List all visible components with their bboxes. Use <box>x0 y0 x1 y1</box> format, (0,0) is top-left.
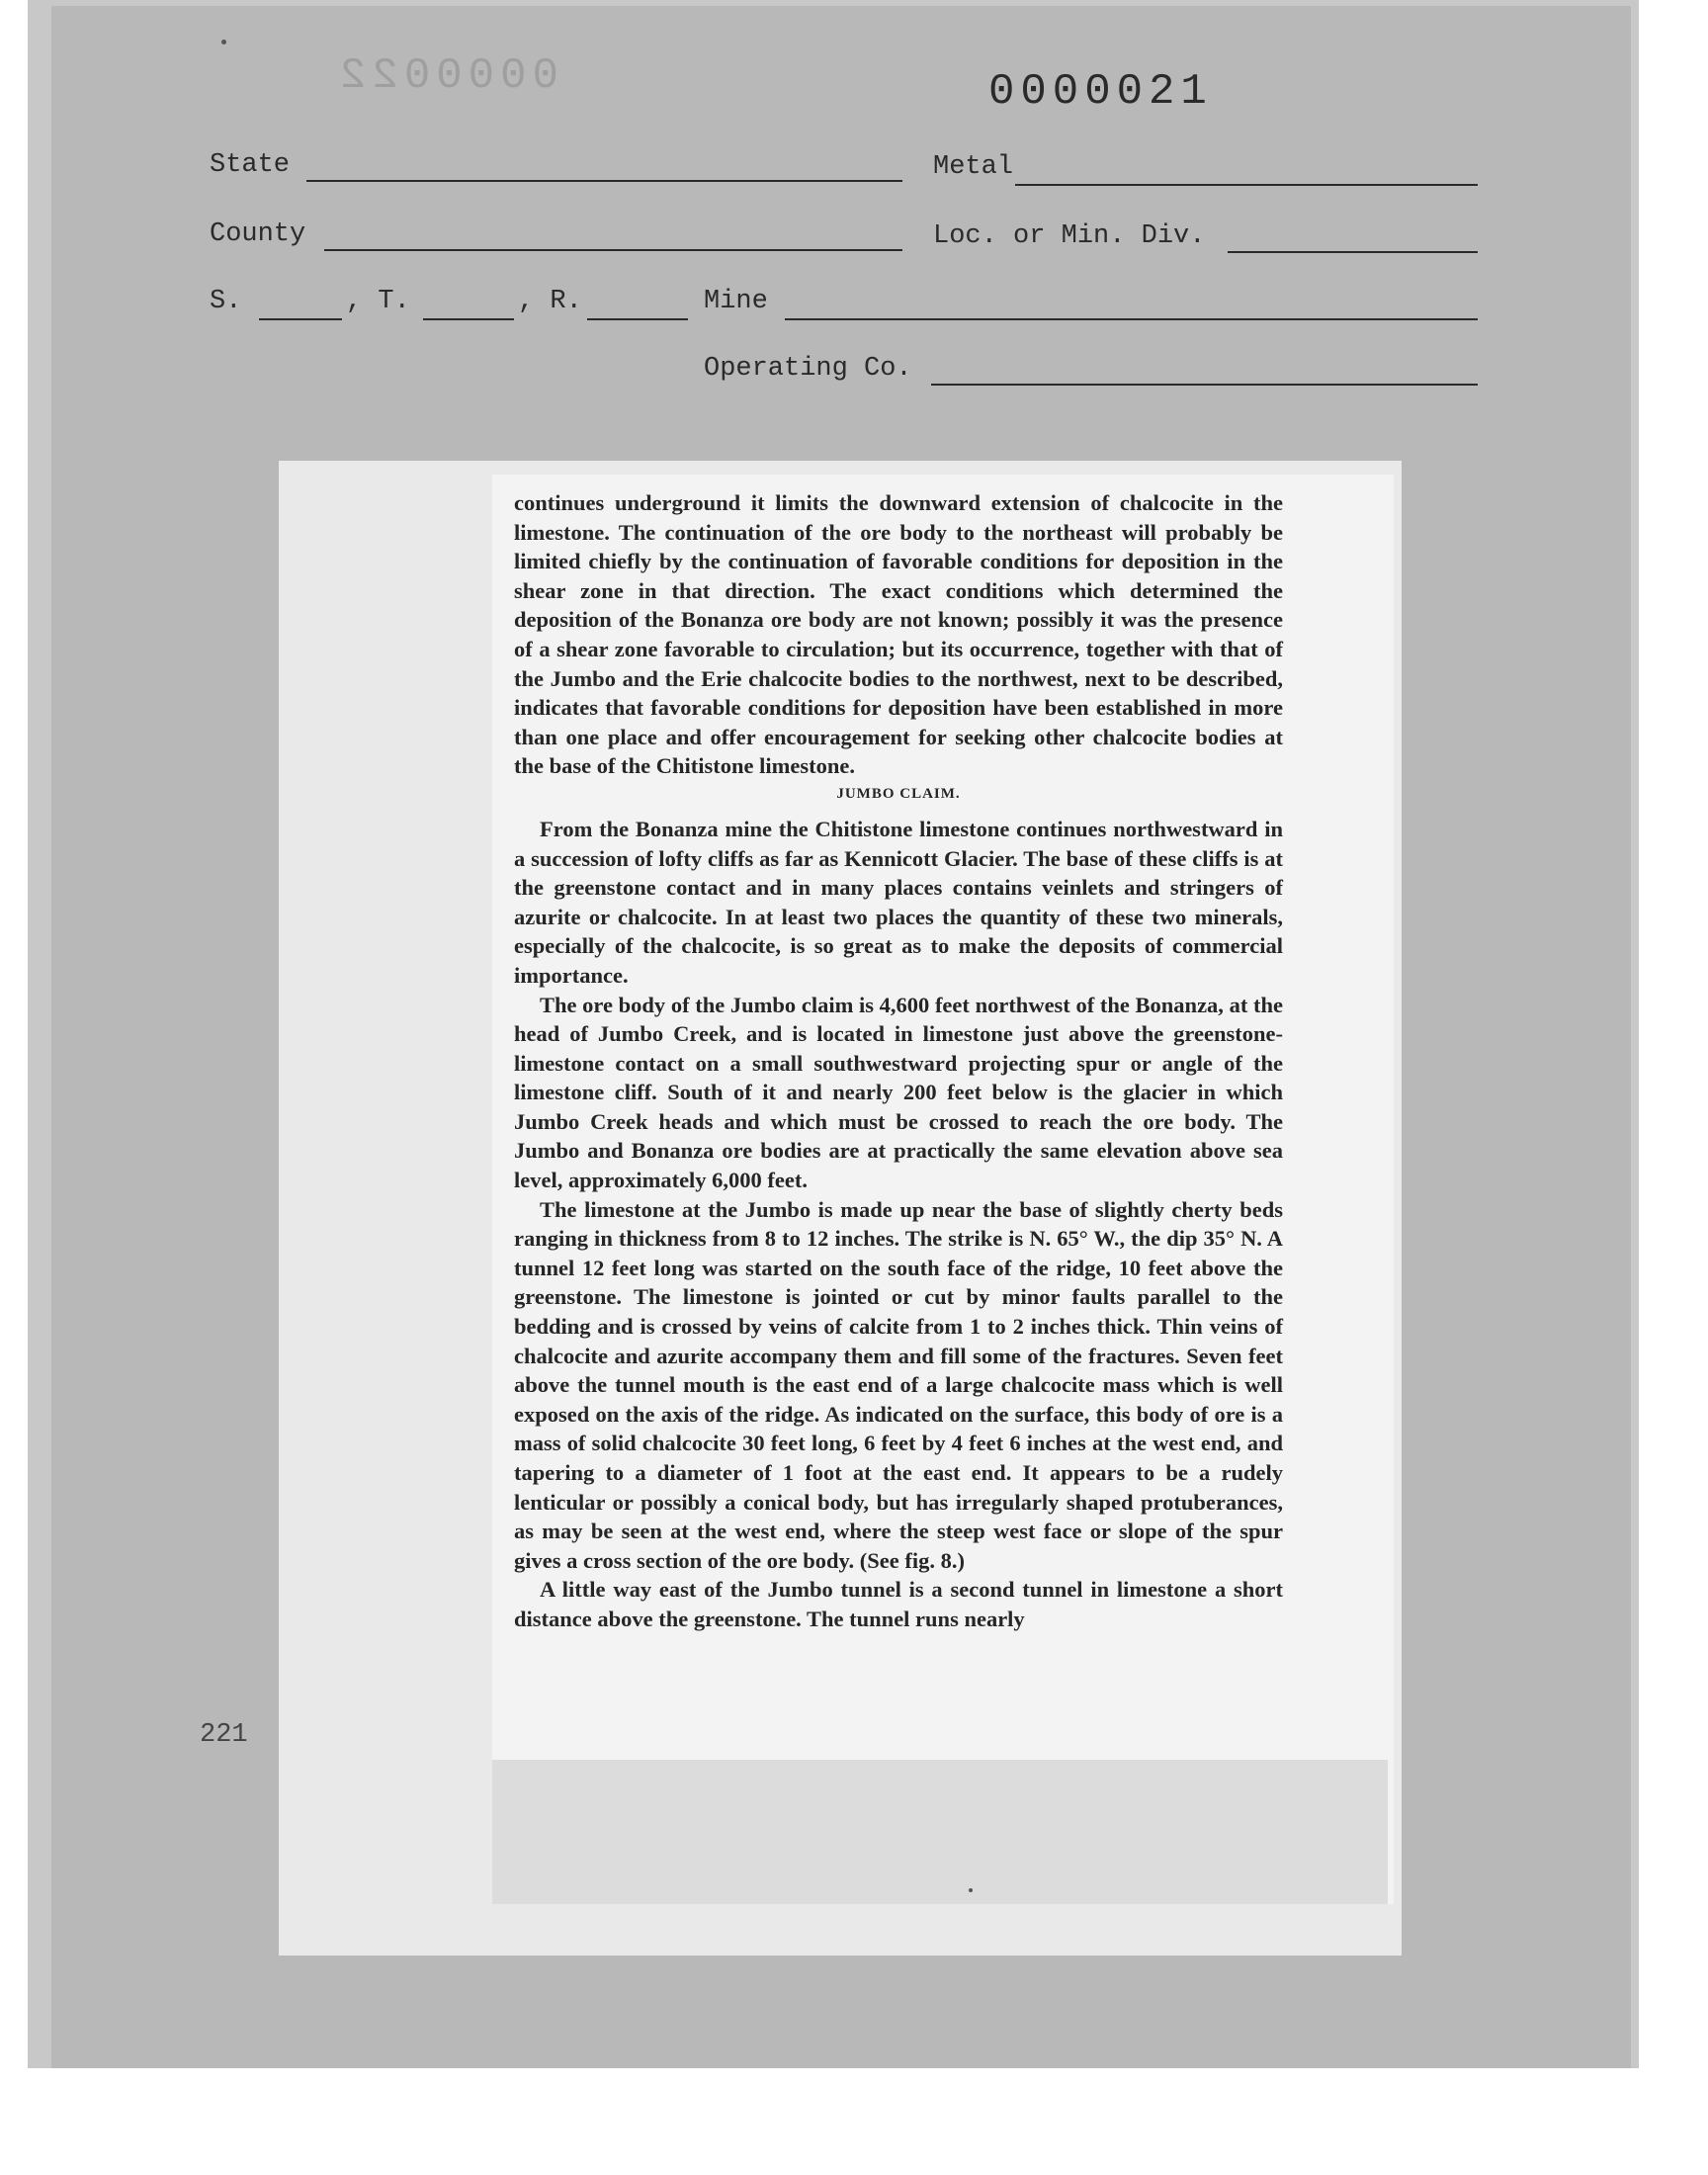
county-field-line <box>324 249 902 251</box>
ghost-document-number: 0000022 <box>334 51 558 101</box>
article-body <box>514 488 1283 1634</box>
loc-min-div-field-line <box>1228 251 1478 253</box>
loc-min-div-label: Loc. or Min. Div. <box>933 221 1206 251</box>
township-field-line <box>423 318 514 320</box>
page-number: 221 <box>200 1720 248 1750</box>
township-label: , T. <box>346 287 410 316</box>
article-paragraph: From the Bonanza mine the Chitistone limestone continues northwestward in a succession of lofty cliffs as far as Kennicott Glacier. The base of these cliffs is at the greenstone contact and in many places contains veinlets and stringers of azurite or chalcocite. In at least two places the quantity of these two minerals, especially of the chalcocite, is so great as to make the deposits of commercial importance. <box>514 816 1283 988</box>
section-field-line <box>259 318 342 320</box>
metal-field-line <box>1015 184 1478 186</box>
article-paragraph: The ore body of the Jumbo claim is 4,600 feet northwest of the Bonanza, at the head of Jumbo Creek, and is located in limestone just above the greenstone-limestone contact on a small southwestward projecting spur or angle of the limestone cliff. South of it and nearly 200 feet below is the glacier in which Jumbo Creek heads and which must be crossed to reach the ore body. The Jumbo and Bonanza ore bodies are at practically the same elevation above sea level, approximately 6,000 feet. <box>514 992 1283 1193</box>
section-label: S. <box>210 287 242 316</box>
article-paragraph: continues underground it limits the downward extension of chalcocite in the limestone. The continuation of the ore body to the northeast will probably be limited chiefly by the continuation of favorable conditions for deposition in the shear zone in that direction. The exact conditions which determined the deposition of the Bonanza ore body are not known; possibly it was the presence of a shear zone favorable to circulation; but its occurrence, together with that of the Jumbo and the Erie chalcocite bodies to the northwest, next to be described, indicates that favorable conditions for deposition have been established in more than one place and offer encouragement for seeking other chalcocite bodies at the base of the Chitistone limestone. <box>514 490 1283 779</box>
range-field-line <box>587 318 688 320</box>
mine-label: Mine <box>704 287 768 316</box>
metal-label: Metal <box>933 152 1014 182</box>
operating-co-field-line <box>931 384 1478 386</box>
section-heading: JUMBO CLAIM. <box>836 785 961 802</box>
article-paragraph: A little way east of the Jumbo tunnel is a second tunnel in limestone a short distance above the greenstone. The tunnel runs nearly <box>514 1577 1283 1631</box>
mine-field-line <box>785 318 1478 320</box>
range-label: , R. <box>518 287 582 316</box>
scan-speck <box>969 1888 973 1892</box>
county-label: County <box>210 219 306 249</box>
scan-speck <box>221 40 226 44</box>
operating-co-label: Operating Co. <box>704 354 912 384</box>
document-number: 0000021 <box>988 67 1213 117</box>
sheet-shadow <box>492 1760 1388 1904</box>
state-label: State <box>210 150 291 180</box>
article-paragraph: The limestone at the Jumbo is made up near the base of slightly cherty beds ranging in thickness from 8 to 12 inches. The strike is N. 65° W., the dip 35° N. A tunnel 12 feet long was started on the south face of the ridge, 10 feet above the greenstone. The limestone is jointed or cut by minor faults parallel to the bedding and is crossed by veins of calcite from 1 to 2 inches thick. Thin veins of chalcocite and azurite accompany them and fill some of the fractures. Seven feet above the tunnel mouth is the east end of a large chalcocite mass which is well exposed on the axis of the ridge. As indicated on the surface, this body of ore is a mass of solid chalcocite 30 feet long, 6 feet by 4 feet 6 inches at the west end, and tapering to a diameter of 1 foot at the east end. It appears to be a rudely lenticular or possibly a conical body, but has irregularly shaped protuberances, as may be seen at the west end, where the steep west face or slope of the spur gives a cross section of the ore body. (See fig. 8.) <box>514 1196 1283 1573</box>
state-field-line <box>306 180 902 182</box>
